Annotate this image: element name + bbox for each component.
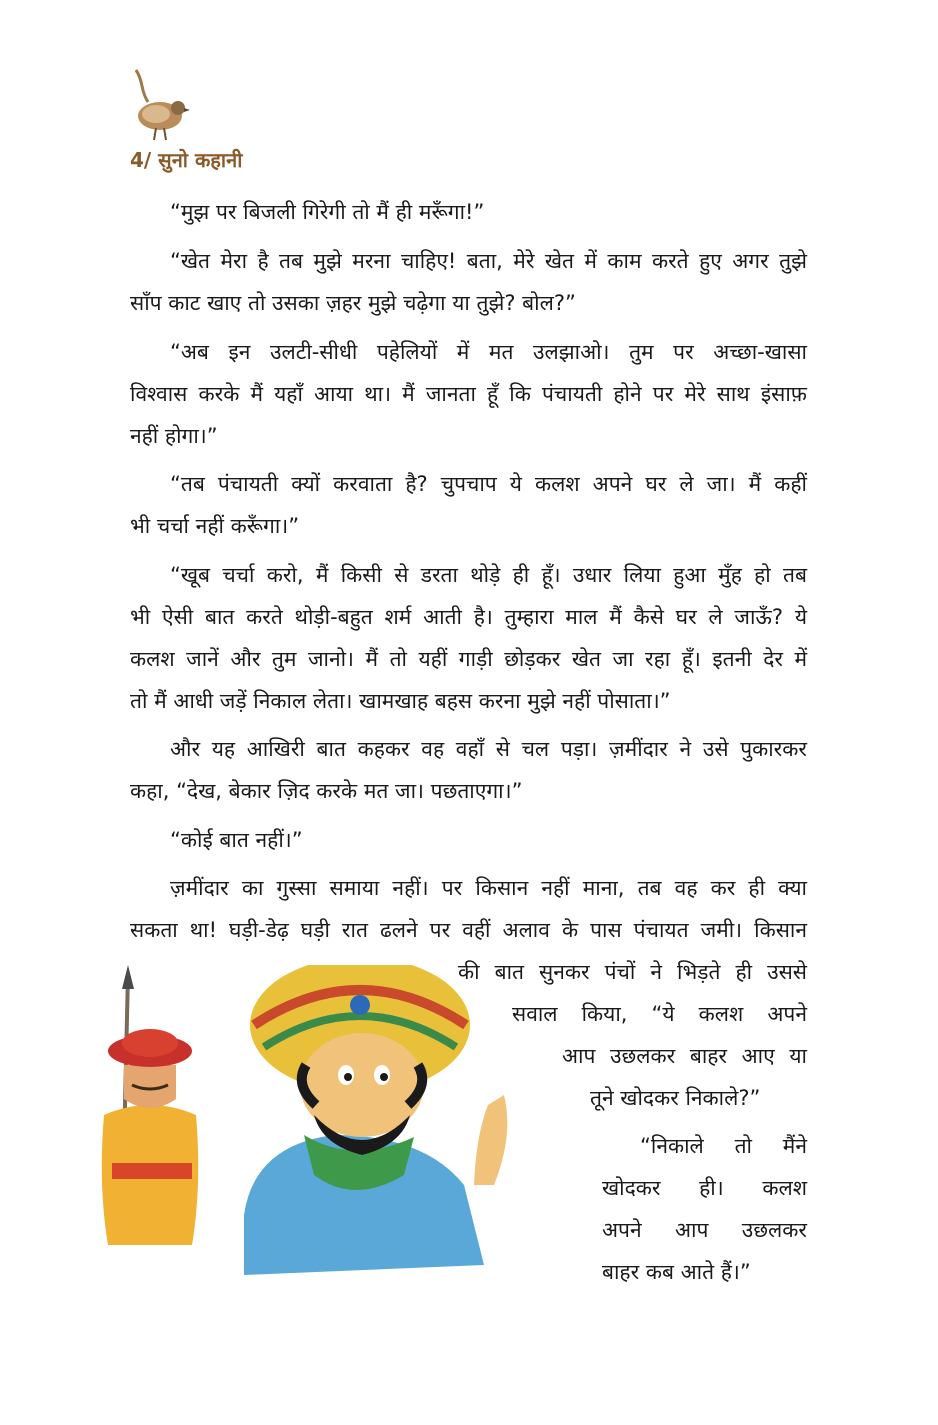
text-line: “अब इन उलटी-सीधी पहेलियों में मत उलझाओ। तुम पर अच्छा-खासा <box>170 340 807 364</box>
text-line: विश्वास करके मैं यहाँ आया था। मैं जानता हूँ कि पंचायती होने पर मेरे साथ इंसाफ़ <box>130 382 807 406</box>
page-header: 4/ सुनो कहानी <box>130 148 243 172</box>
text-line: खोदकर ही। कलश <box>602 1176 807 1200</box>
text-line: बाहर कब आते हैं।” <box>602 1260 751 1284</box>
text-line: की बात सुनकर पंचों ने भिड़ते ही उससे <box>458 960 807 984</box>
text-line: कहा, “देख, बेकार ज़िद करके मत जा। पछताएगा।” <box>130 779 523 803</box>
guard-figure <box>102 965 199 1245</box>
text-line: आप उछलकर बाहर आए या <box>562 1044 807 1068</box>
text-line: “तब पंचायती क्यों करवाता है? चुपचाप ये कलश अपने घर ले जा। मैं कहीं <box>170 472 807 496</box>
text-line: तो मैं आधी जड़ें निकाल लेता। खामखाह बहस करना मुझे नहीं पोसाता।” <box>130 689 671 713</box>
text-line: “कोई बात नहीं।” <box>170 828 303 852</box>
text-line: सवाल किया, “ये कलश अपने <box>512 1002 807 1026</box>
text-line: ज़मींदार का गुस्सा समाया नहीं। पर किसान नहीं माना, तब वह कर ही क्या <box>170 876 807 900</box>
sparrow-icon <box>126 66 190 146</box>
text-line: और यह आखिरी बात कहकर वह वहाँ से चल पड़ा। ज़मींदार ने उसे पुकारकर <box>170 737 807 761</box>
text-line: “खूब चर्चा करो, मैं किसी से डरता थोड़े ही हूँ। उधार लिया हुआ मुँह हो तब <box>170 563 807 587</box>
text-line: सकता था! घड़ी-डेढ़ घड़ी रात ढलने पर वहीं अलाव के पास पंचायत जमी। किसान <box>130 918 807 942</box>
text-line: कलश जानें और तुम जानो। मैं तो यहीं गाड़ी छोड़कर खेत जा रहा हूँ। इतनी देर में <box>130 647 807 671</box>
text-line: “निकाले तो मैंने <box>640 1134 807 1158</box>
text-line: अपने आप उछलकर <box>602 1218 807 1242</box>
text-line: साँप काट खाए तो उसका ज़हर मुझे चढ़ेगा या तुझे? बोल?” <box>130 291 576 315</box>
zamindar-figure <box>244 965 507 1275</box>
text-line: “मुझ पर बिजली गिरेगी तो मैं ही मरूँगा!” <box>170 200 485 224</box>
text-line: “खेत मेरा है तब मुझे मरना चाहिए! बता, मेरे खेत में काम करते हुए अगर तुझे <box>170 249 807 273</box>
text-line: भी ऐसी बात करते थोड़ी-बहुत शर्म आती है। तुम्हारा माल मैं कैसे घर ले जाऊँ? ये <box>130 605 807 629</box>
story-illustration <box>84 965 584 1285</box>
text-line: तूने खोदकर निकाले?” <box>590 1086 761 1110</box>
text-line: नहीं होगा।” <box>130 424 218 448</box>
text-line: भी चर्चा नहीं करूँगा।” <box>130 514 300 538</box>
